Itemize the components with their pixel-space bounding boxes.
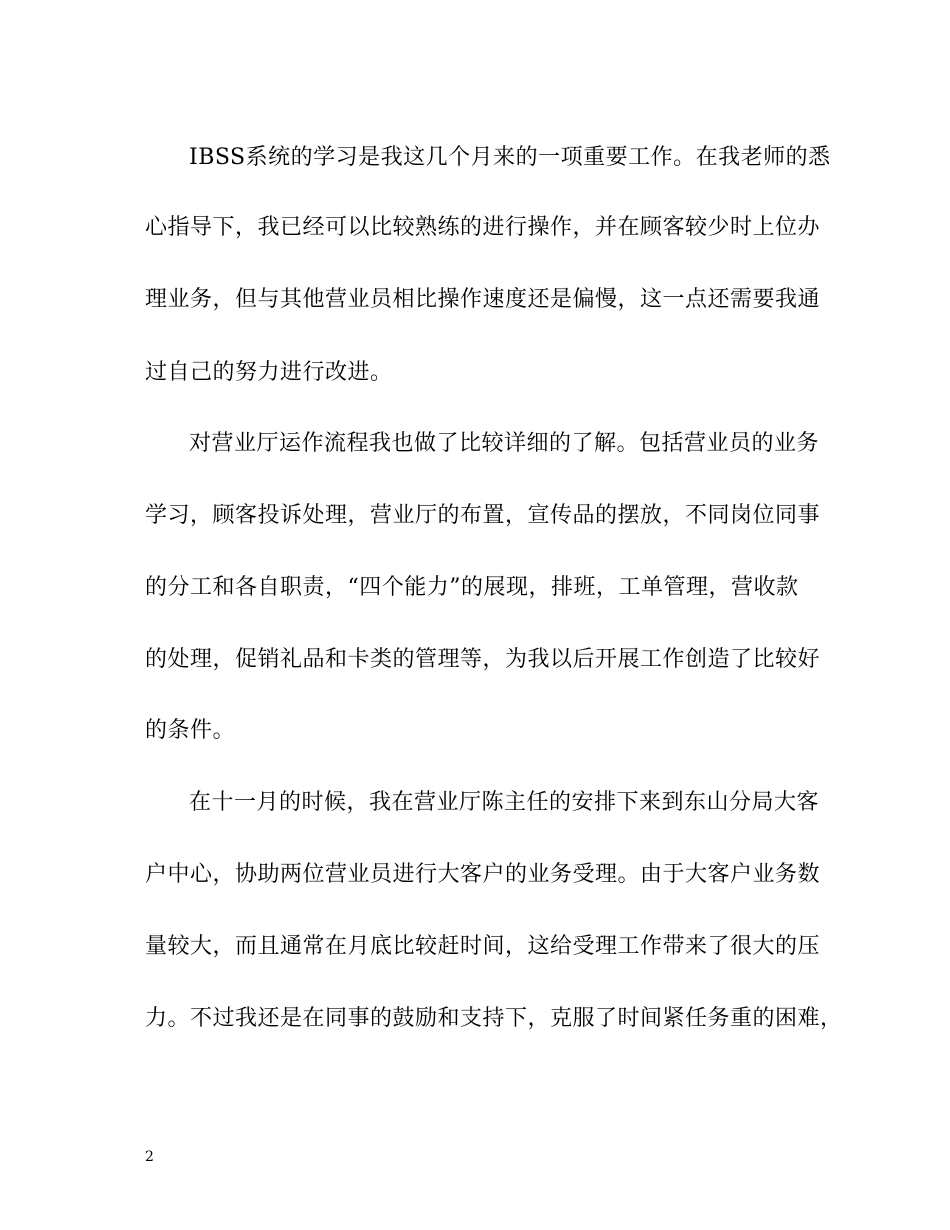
paragraph-line: IBSS系统的学习是我这几个月来的一项重要工作。在我老师的悉 — [189, 145, 831, 170]
paragraph-line: 量较大，而且通常在月底比较赶时间，这给受理工作带来了很大的压 — [145, 934, 821, 959]
paragraph-line: 力。不过我还是在同事的鼓励和支持下，克服了时间紧任务重的困难， — [145, 1006, 843, 1031]
paragraph-line: 的条件。 — [145, 718, 236, 743]
paragraph-line: 在十一月的时候，我在营业厅陈主任的安排下来到东山分局大客 — [189, 790, 820, 815]
paragraph-line: 户中心，协助两位营业员进行大客户的业务受理。由于大客户业务数 — [145, 862, 821, 887]
paragraph-line: 的处理，促销礼品和卡类的管理等，为我以后开展工作创造了比较好 — [145, 647, 821, 672]
paragraph-line: 对营业厅运作流程我也做了比较详细的了解。包括营业员的业务 — [189, 431, 820, 456]
page-number: 2 — [145, 1149, 154, 1165]
paragraph-line: 过自己的努力进行改进。 — [145, 360, 393, 385]
paragraph-line: 心指导下，我已经可以比较熟练的进行操作，并在顾客较少时上位办 — [145, 215, 821, 240]
paragraph-line: 理业务，但与其他营业员相比操作速度还是偏慢，这一点还需要我通 — [145, 287, 821, 312]
paragraph-line: 学习，顾客投诉处理，营业厅的布置，宣传品的摆放，不同岗位同事 — [145, 503, 821, 528]
paragraph-line: 的分工和各自职责，“四个能力”的展现，排班，工单管理，营收款 — [145, 575, 799, 600]
